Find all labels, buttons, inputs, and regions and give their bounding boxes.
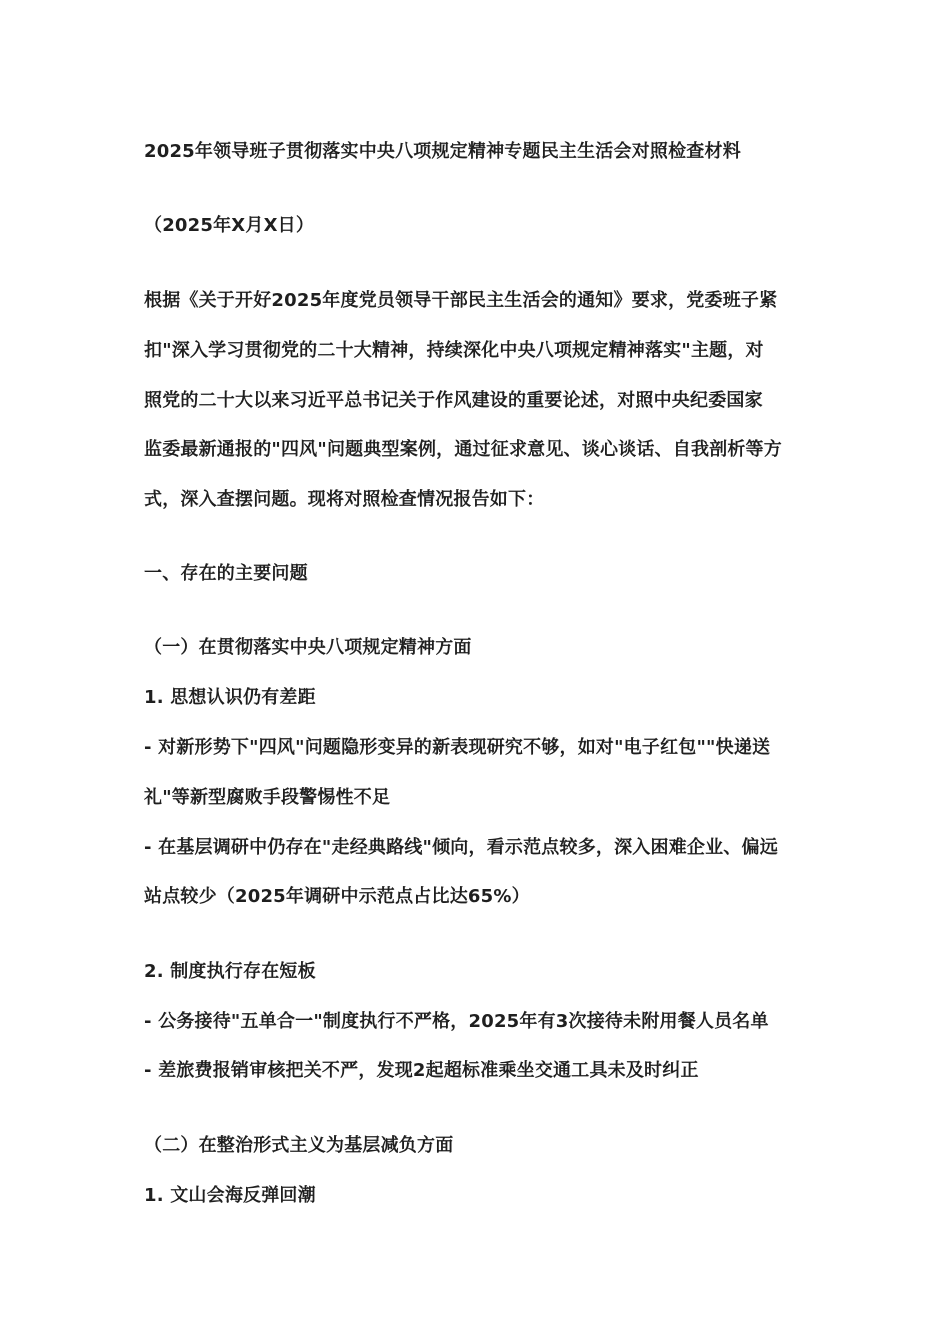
bullet-line: - 对新形势下"四风"问题隐形变异的新表现研究不够，如对"电子红包""快递送 <box>144 737 771 758</box>
bullet-line: 站点较少（2025年调研中示范点占比达65%） <box>144 886 530 907</box>
intro-line: 扣"深入学习贯彻党的二十大精神，持续深化中央八项规定精神落实"主题，对 <box>144 340 764 361</box>
intro-line: 式，深入查摆问题。现将对照检查情况报告如下： <box>144 489 545 510</box>
document-title: 2025年领导班子贯彻落实中央八项规定精神专题民主生活会对照检查材料 <box>144 141 741 162</box>
bullet-line: - 公务接待"五单合一"制度执行不严格，2025年有3次接待未附用餐人员名单 <box>144 1011 769 1032</box>
bullet-line: - 差旅费报销审核把关不严，发现2起超标准乘坐交通工具未及时纠正 <box>144 1060 699 1081</box>
document-date: （2025年X月X日） <box>144 215 315 236</box>
item-heading: 2. 制度执行存在短板 <box>144 961 316 982</box>
item-heading: 1. 思想认识仍有差距 <box>144 687 316 708</box>
bullet-line: 礼"等新型腐败手段警惕性不足 <box>144 787 391 808</box>
section-heading: 一、存在的主要问题 <box>144 563 308 584</box>
subsection-heading: （一）在贯彻落实中央八项规定精神方面 <box>144 637 472 658</box>
subsection-heading: （二）在整治形式主义为基层减负方面 <box>144 1135 454 1156</box>
intro-line: 照党的二十大以来习近平总书记关于作风建设的重要论述，对照中央纪委国家 <box>144 390 763 411</box>
intro-line: 监委最新通报的"四风"问题典型案例，通过征求意见、谈心谈话、自我剖析等方 <box>144 439 782 460</box>
item-heading: 1. 文山会海反弹回潮 <box>144 1185 316 1206</box>
intro-line: 根据《关于开好2025年度党员领导干部民主生活会的通知》要求，党委班子紧 <box>144 290 778 311</box>
bullet-line: - 在基层调研中仍存在"走经典路线"倾向，看示范点较多，深入困难企业、偏远 <box>144 837 778 858</box>
